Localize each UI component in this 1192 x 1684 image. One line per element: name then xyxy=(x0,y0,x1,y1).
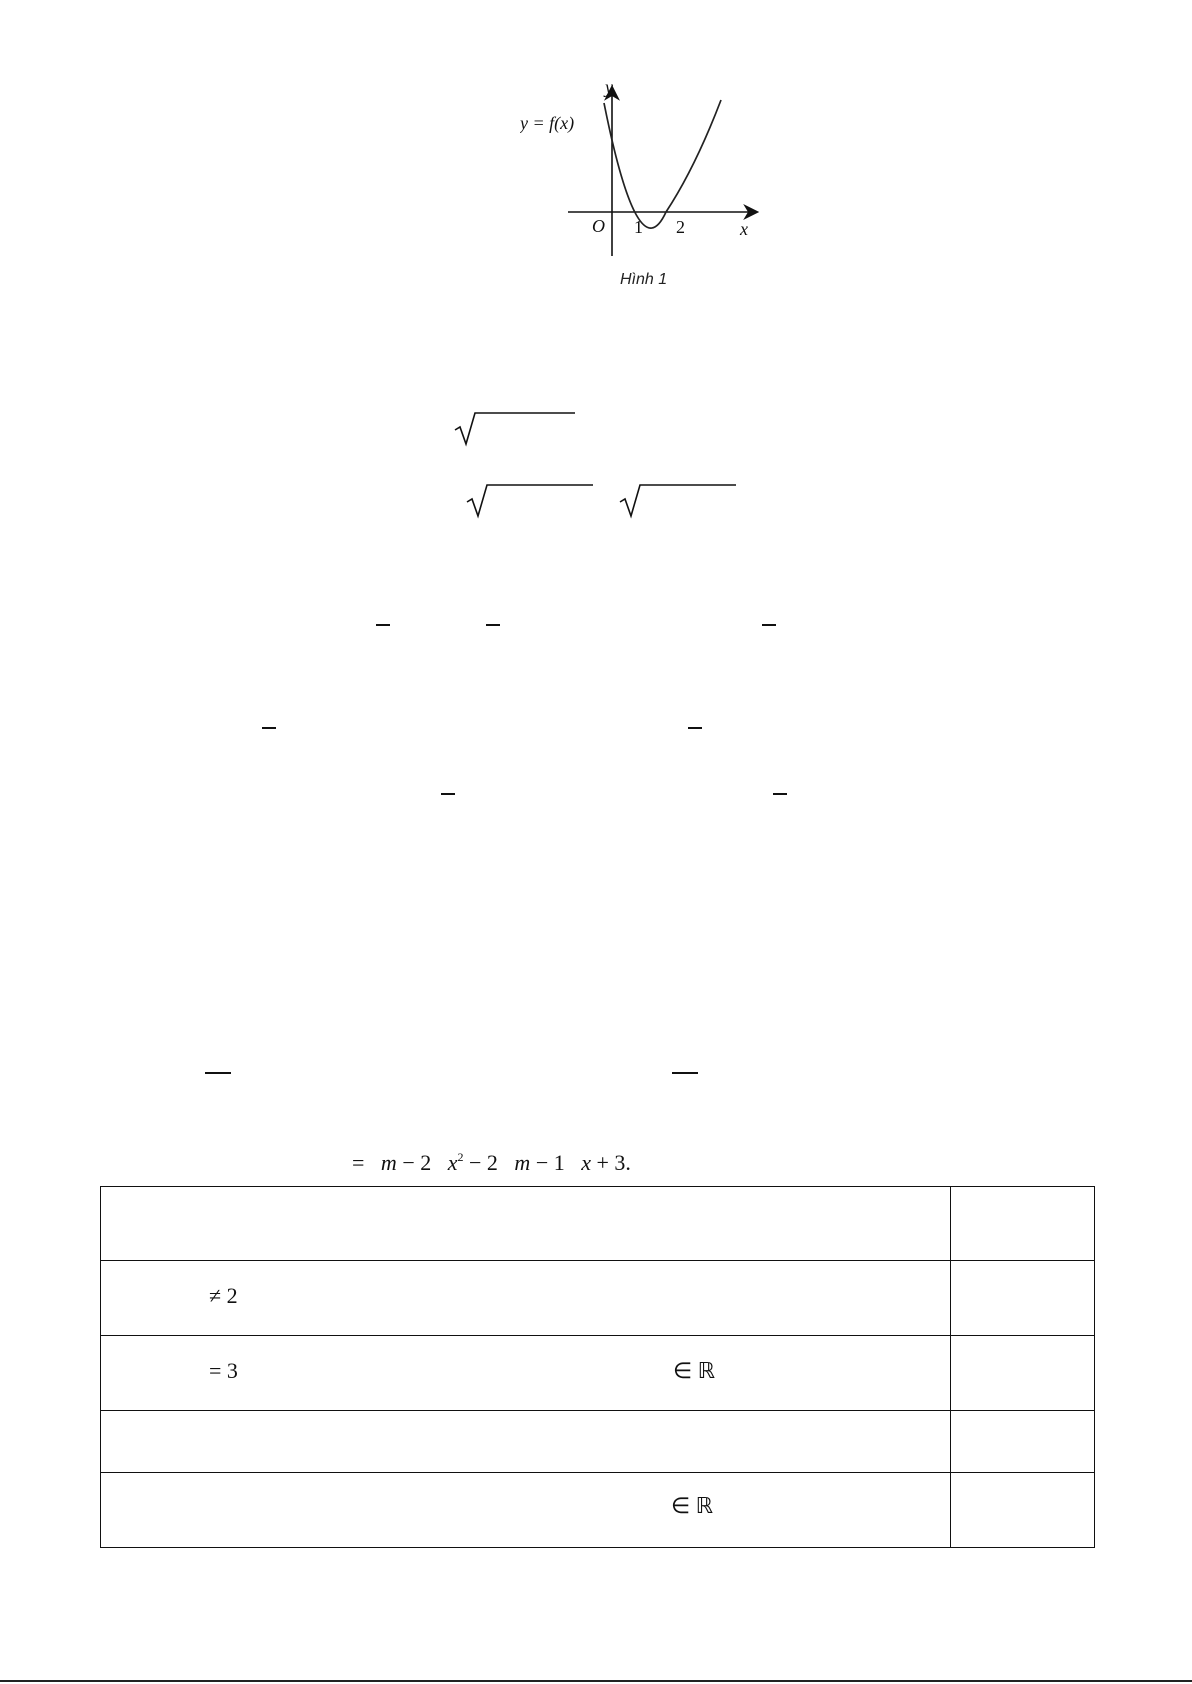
tick-2-label: 2 xyxy=(676,217,685,237)
eq-minus-b: − xyxy=(469,1150,482,1175)
square-root-sign-1 xyxy=(455,410,580,448)
function-equation xyxy=(352,1150,631,1176)
figure-caption: Hình 1 xyxy=(620,271,668,288)
square-root-sign-3 xyxy=(620,482,740,520)
eq-square: 2 xyxy=(457,1150,464,1164)
parabola-curve xyxy=(604,100,721,228)
fraction-bar-4 xyxy=(262,727,276,729)
eq-m1: m xyxy=(380,1150,397,1175)
eq-x1: x xyxy=(447,1150,458,1175)
fraction-bar-1 xyxy=(376,624,390,626)
figure-hinh-1 xyxy=(520,78,780,293)
parabola-graph xyxy=(520,78,780,293)
fraction-bar-6 xyxy=(441,793,455,795)
fraction-bar-9 xyxy=(672,1072,698,1074)
eq-sign: = xyxy=(352,1150,365,1175)
page-bottom-rule xyxy=(0,1680,1192,1682)
curve-label: y = f(x) xyxy=(520,113,575,133)
table-cell-answer[interactable] xyxy=(951,1336,1095,1411)
fraction-bar-5 xyxy=(688,727,702,729)
eq-minus-a: − xyxy=(402,1150,415,1175)
eq-one: 1 xyxy=(553,1150,565,1175)
table-row xyxy=(101,1187,1095,1261)
table-cell-statement xyxy=(101,1336,951,1411)
fraction-bar-7 xyxy=(773,793,787,795)
statement-a-math: ≠ 2 xyxy=(209,1283,238,1308)
y-axis-label: y xyxy=(605,78,613,97)
eq-two-b: 2 xyxy=(486,1150,498,1175)
table-cell-answer[interactable] xyxy=(951,1411,1095,1473)
eq-plus: + xyxy=(596,1150,609,1175)
answer-table xyxy=(100,1186,1095,1548)
tick-1-label: 1 xyxy=(634,217,643,237)
eq-three: 3. xyxy=(614,1150,631,1175)
statement-b-set: ∈ ℝ xyxy=(673,1358,716,1383)
fraction-bar-8 xyxy=(205,1072,231,1074)
fraction-bar-3 xyxy=(762,624,776,626)
table-cell-statement xyxy=(101,1473,951,1548)
eq-x2: x xyxy=(581,1150,591,1175)
eq-two-a: 2 xyxy=(420,1150,432,1175)
fraction-bar-2 xyxy=(486,624,500,626)
eq-minus-c: − xyxy=(535,1150,549,1175)
square-root-sign-2 xyxy=(467,482,597,520)
statement-b-math: = 3 xyxy=(209,1358,238,1383)
x-axis-label: x xyxy=(740,219,748,239)
statement-d-set: ∈ ℝ xyxy=(671,1493,714,1518)
table-row xyxy=(101,1261,1095,1336)
table-cell-statement xyxy=(101,1187,951,1261)
table-cell-answer[interactable] xyxy=(951,1473,1095,1548)
table-cell-answer[interactable] xyxy=(951,1261,1095,1336)
table-cell-statement xyxy=(101,1411,951,1473)
table-row xyxy=(101,1411,1095,1473)
table-row xyxy=(101,1336,1095,1411)
table-cell-answer[interactable] xyxy=(951,1187,1095,1261)
origin-label: O xyxy=(592,216,605,236)
table-cell-statement xyxy=(101,1261,951,1336)
table-row xyxy=(101,1473,1095,1548)
eq-m2: m xyxy=(514,1150,531,1175)
